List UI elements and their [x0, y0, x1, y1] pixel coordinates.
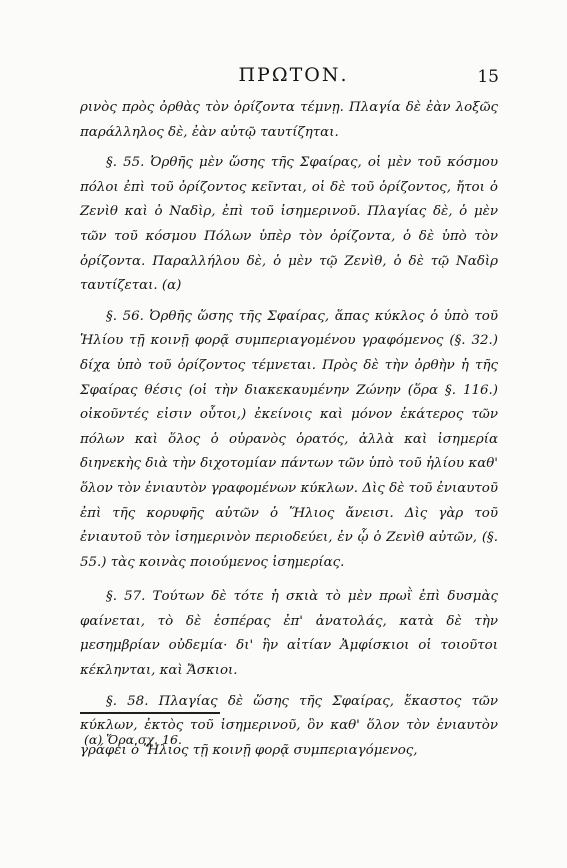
footnote-divider: [80, 712, 220, 714]
paragraph-continued: ρινὸς πρὸς ὀρθὰς τὸν ὁρίζοντα τέμνῃ. Πλαγία δὲ ἐὰν λοξῶς παράλληλος δὲ, ἐὰν αὐτῷ ταυτίζηται.: [80, 100, 498, 140]
running-header: [80, 64, 507, 94]
paragraph-section-55: §. 55. Ὀρθῆς μὲν ὥσης τῆς Σφαίρας, οἱ μὲν τοῦ κόσμου πόλοι ἐπὶ τοῦ ὁρίζοντος κεῖνται, οἱ δὲ τοῦ ὁρίζοντος, ἤτοι ὁ Ζενὶθ καὶ ὁ Ναδὶρ, ἐπὶ τοῦ ἰσημερινοῦ. Πλαγίας δὲ, ὁ μὲν τῶν τοῦ κόσμου Πόλων ὑπὲρ τὸν ὁρίζοντα, ὁ δὲ ὑπὸ τὸν ὁρίζοντα. Παραλλήλου δὲ, ὁ μὲν τῷ Ζενὶθ, ὁ δὲ τῷ Ναδὶρ ταυτίζεται. (α): [80, 155, 498, 294]
page-number: 15: [477, 67, 499, 87]
paragraph-section-58: §. 58. Πλαγίας δὲ ὥσης τῆς Σφαίρας, ἕκαστος τῶν κύκλων, ἐκτὸς τοῦ ἰσημερινοῦ, ὃν καθ' ὅλον τὸν ἐνιαυτὸν γράφει ὁ Ἥλιος τῇ κοινῇ φορᾷ συμπεριαγόμενος,: [80, 693, 498, 758]
header-title: ΠΡΩΤΟΝ.: [238, 64, 349, 86]
paragraph-section-57: §. 57. Τούτων δὲ τότε ἡ σκιὰ τὸ μὲν πρωῒ ἐπὶ δυσμὰς φαίνεται, τὸ δὲ ἑσπέρας ἐπ' ἀνατολάς, κατὰ δὲ τὴν μεσημβρίαν οὐδεμία· δι' ἣν αἰτίαν Ἀμφίσκιοι οἱ τοιοῦτοι κέκληνται, καὶ Ἄσκιοι.: [80, 589, 498, 679]
footnote: (α) Ὅρα σχ. 16.: [84, 732, 182, 747]
body-text: [80, 96, 498, 763]
paragraph-section-56: §. 56. Ὀρθῆς ὥσης τῆς Σφαίρας, ἅπας κύκλος ὁ ὑπὸ τοῦ Ἡλίου τῇ κοινῇ φορᾷ συμπεριαγομένου γραφόμενος (§. 32.) δίχα ὑπὸ τοῦ ὁρίζοντος τέμνεται. Πρὸς δὲ τὴν ὀρθὴν ἡ τῆς Σφαίρας θέσις (οἱ τὴν διακεκαυμένην Ζώνην (ὅρα §. 116.) οἰκοῦντές εἰσιν οὗτοι,) ἐκείνοις καὶ μόνον ἑκάτερος τῶν πόλων καὶ ὅλος ὁ οὐρανὸς ὁρατός, ἀλλὰ καὶ ἰσημερία διηνεκὴς διὰ τὴν διχοτομίαν πάντων τῶν ὑπὸ τοῦ ἡλίου καθ' ὅλον τὸν ἐνιαυτὸν γραφομένων κύκλων. Δὶς δὲ τοῦ ἐνιαυτοῦ ἐπὶ τῆς κορυφῆς αὐτῶν ὁ Ἥλιος ἄνεισι. Δὶς γὰρ τοῦ ἐνιαυτοῦ τὸν ἰσημερινὸν περιοδεύει, ἐν ᾧ ὁ Ζενὶθ αὐτῶν, (§. 55.) τὰς κοινὰς ποιούμενος ἰσημερίας.: [80, 308, 498, 570]
